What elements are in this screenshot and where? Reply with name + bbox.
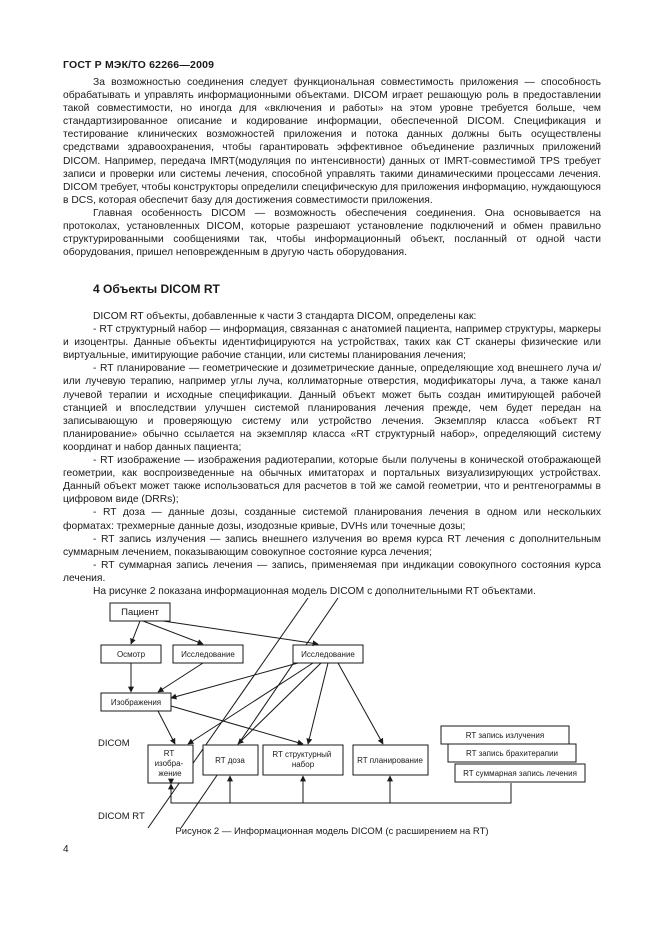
intro-paragraph-1: За возможностью соединения следует функциональная совместимость приложения — способность обрабатывать и управлять информационными объектами. DICOM играет решающую роль в предоставлении такой совместимости, но иногда для «включения и работы» на этом уровне требуется больше, чем стандартизированное описание и кодирование информации, обеспеченной DICOM. Спецификация и тестирование клинических возможностей приложения и потока данных должны быть осуществлены средствами здравоохранения, чтобы гарантировать эффективное объединение различных приложений DICOM. Например, передача IMRT(модуляция по интенсивности) данных от IMRT-совместимой TPS требует записи и проверки или системы лечения, способной управлять такими динамическими процессами лечения. DICOM требует, чтобы конструкторы определили специфическую для приложения информацию, нуждающуюся в DCS, которая обеспечит базу для достижения совместимости приложения. — [63, 77, 601, 206]
section-title: 4 Объекты DICOM RT — [93, 282, 220, 296]
intro-text — [63, 76, 601, 259]
rt-plan-label: RT планирование — [357, 756, 423, 765]
arrow — [143, 621, 203, 644]
section-paragraph: DICOM RT объекты, добавленные к части 3 стандарта DICOM, определены как: — [93, 311, 477, 322]
rt-beams-record-label: RT запись излучения — [465, 731, 545, 740]
region-dicom-label: DICOM — [98, 738, 130, 749]
rt-summary-record-label: RT суммарная запись лечения — [463, 769, 577, 778]
arrow — [158, 711, 175, 744]
page-number: 4 — [63, 844, 69, 855]
rt-structure-set-label: RT структурный набор — [272, 750, 332, 769]
section-paragraph: - RT суммарная запись лечения — запись, применяемая при индикации совокупного состояния курса лечения. — [63, 559, 601, 584]
section-paragraph: - RT запись излучения — запись внешнего излучения во время курса RT лечения с дополнительным суммарным лечением, показывающим совокупное состояние курса лечения; — [63, 533, 601, 558]
region-dicom-rt-label: DICOM RT — [98, 811, 145, 822]
section-paragraph: На рисунке 2 показана информационная модель DICOM с дополнительными RT объектами. — [93, 585, 536, 597]
arrow — [131, 621, 140, 644]
section-paragraph: - RT планирование — геометрические и дозиметрические данные, определяющие ход внешнего луча и/или лучевую терапию, например углы луча, коллиматорные отверстия, модификаторы луча, а также канал лучевой терапии и исходные спецификации. Данный объект может быть создан имитирующей рабочей станцией и впоследствии улучшен системой планирования лечения прежде, чем будет передан на записывающую и проверяющую систему или устройство лечения. Экземпляр класса «объект RT планирование» обычно ссылается на экземпляр класса «RT структурный набор», определяющий систему координат и набор данных пациента; — [63, 363, 601, 453]
rt-dose-label: RT доза — [215, 756, 245, 765]
section-paragraph: - RT изображение — изображения радиотерапии, которые были получены в конической отображающей геометрии, как воспроизведенные на обычных имитаторах и портальных визуализирующих устройствах. Данный объект может также использоваться для расчетов в той же самой геометрии, что и рентгенограммы в цифровом виде (DRRs); — [63, 455, 601, 506]
images-label: Изображения — [110, 698, 162, 707]
section-paragraph: - RT доза — данные дозы, созданные системой планирования лечения в одном или нескольких форматах: трехмерные данные дозы, изодозные кривые, DVHs или точечные дозы; — [63, 507, 601, 532]
arrow — [158, 663, 203, 692]
reference-line — [171, 783, 511, 803]
boundary-line — [181, 598, 338, 828]
arrow — [308, 663, 328, 744]
dicom-information-model-diagram — [63, 598, 601, 828]
arrow — [163, 621, 318, 644]
section-paragraph: - RT структурный набор — информация, связанная с анатомией пациента, например структуры, маркеры и изоцентры. Данные объекты идентифицируются на устройствах, таких как CT сканеры физические или виртуальные, имитирующие рабочие станции, или системы планирования лечения; — [63, 324, 601, 362]
study-label-1: Исследование — [181, 650, 235, 659]
arrow — [171, 663, 298, 698]
study-label-2: Исследование — [301, 650, 355, 659]
rt-brachy-record-label: RT запись брахитерапии — [465, 749, 559, 758]
section-text — [63, 310, 601, 598]
intro-paragraph-2: Главная особенность DICOM — возможность обеспечения соединения. Она основывается на протоколах, установленных DICOM, которые разрешают установление подключений и обмен правильно структурированными сообщениями так, чтобы информационный объект, посланный от одной части оборудования, пришел неповрежденным в другую часть оборудования. — [63, 207, 601, 259]
exam-label: Осмотр — [116, 650, 146, 659]
patient-label: Пациент — [121, 607, 159, 618]
document-header: ГОСТ Р МЭК/ТО 62266—2009 — [63, 59, 215, 71]
figure-caption: Рисунок 2 — Информационная модель DICOM (с расширением на RT) — [175, 826, 489, 837]
rt-image-label: RT изобра- жение — [154, 749, 184, 778]
arrow — [338, 663, 383, 744]
diagram-svg — [63, 598, 601, 828]
